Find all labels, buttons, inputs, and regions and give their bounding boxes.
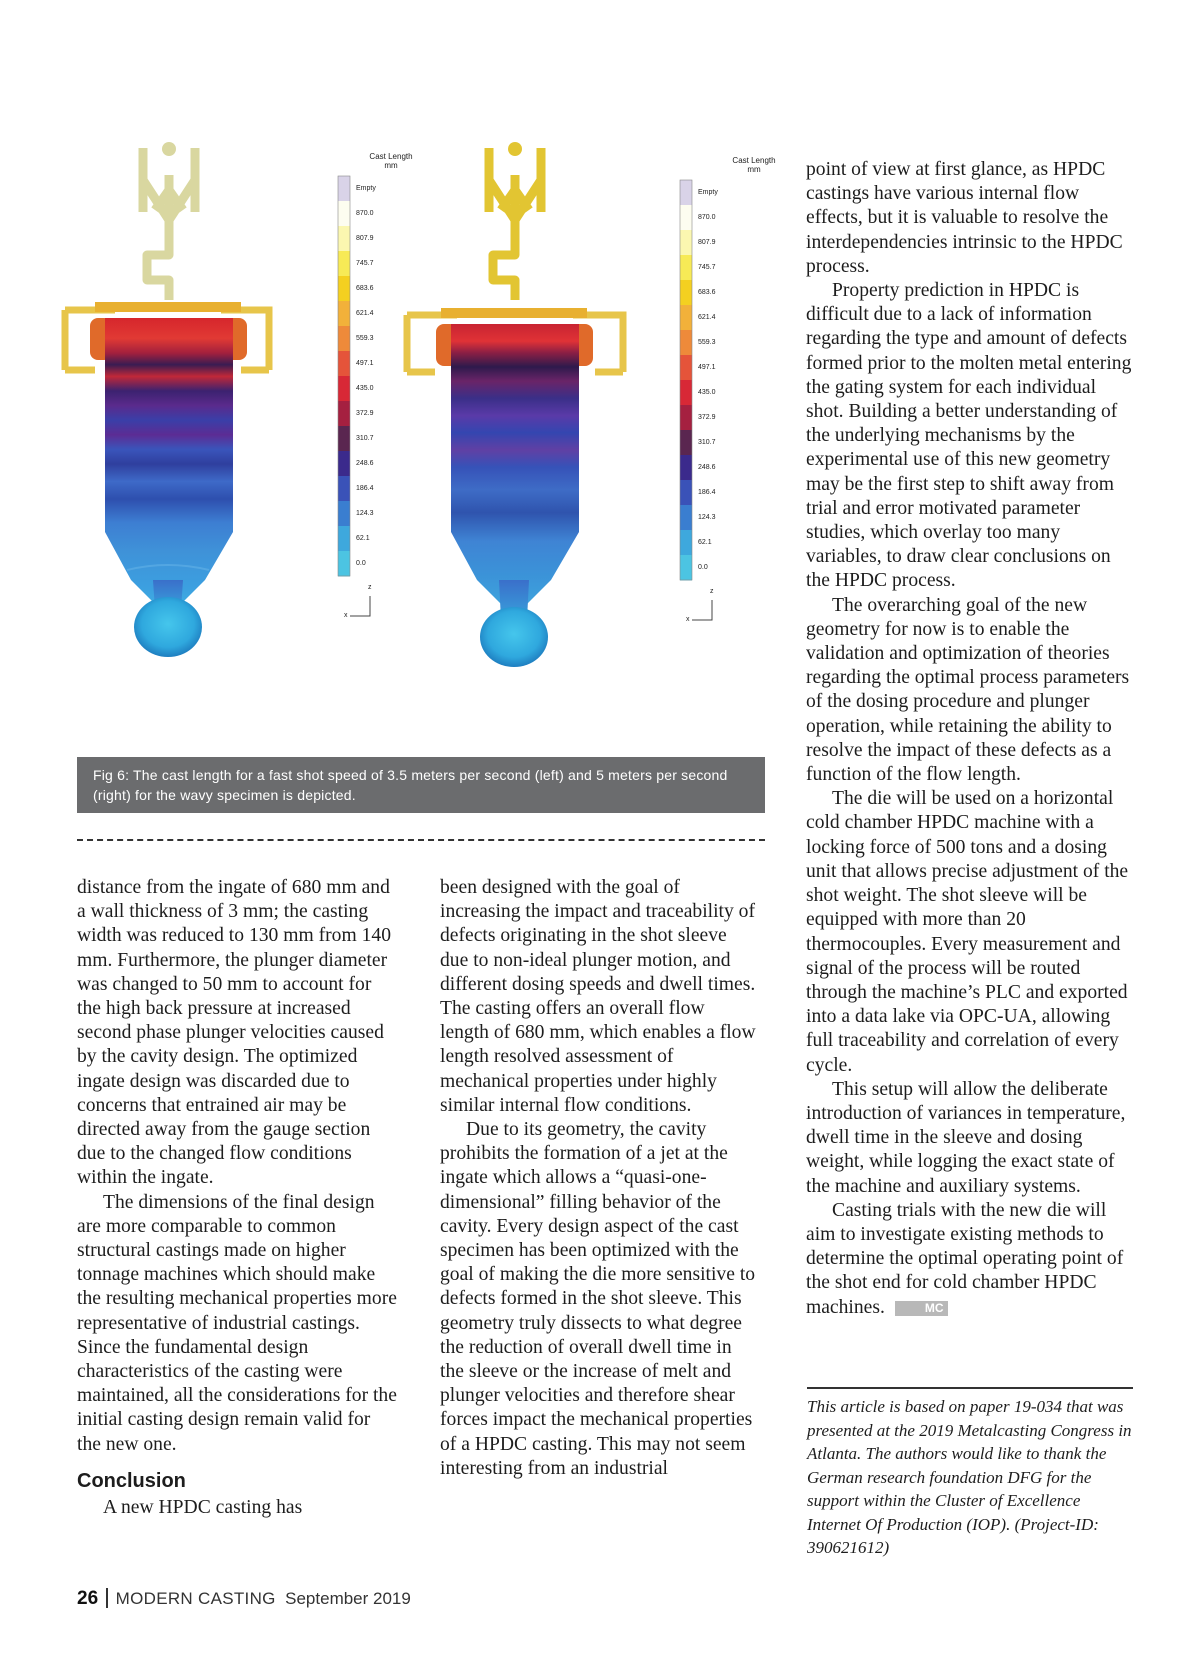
legend-tick-label: 124.3: [698, 513, 716, 521]
legend-tick-label: 62.1: [698, 538, 712, 546]
legend-swatch: [680, 455, 692, 481]
text-column-3: [806, 158, 1136, 1320]
right-casting-render: [407, 142, 623, 667]
legend-swatch: [338, 176, 350, 202]
legend-tick-label: 745.7: [698, 263, 716, 271]
text-column-2: [440, 876, 758, 1481]
legend-tick-label: 683.6: [356, 284, 374, 292]
legend-tick-label: 807.9: [698, 238, 716, 246]
legend-tick-label: 186.4: [698, 488, 716, 496]
legend-swatch: [680, 255, 692, 281]
conclusion-heading: Conclusion: [77, 1469, 186, 1492]
legend-swatch: [338, 326, 350, 352]
issue-date: September 2019: [285, 1589, 411, 1608]
legend-swatch: [680, 555, 692, 581]
legend-tick-label: 248.6: [356, 459, 374, 467]
legend-swatch: [680, 205, 692, 231]
col3-paragraph-4: The die will be used on a horizontal cold chamber HPDC machine with a locking force of 500 tons and a dosing unit that allows precise adjustment of the shot weight. The shot sleeve will be equipped with more than 20 thermocouples. Every measurement and signal of the process will be routed through the machine’s PLC and exported into a data lake via OPC-UA, allowing full traceability and correlation of every cycle.: [806, 788, 1129, 1076]
legend-tick-label: 0.0: [356, 559, 366, 567]
legend-swatch: [680, 380, 692, 406]
legend-tick-label: 870.0: [698, 213, 716, 221]
legend-tick-label: 683.6: [698, 288, 716, 296]
legend-swatch: [680, 430, 692, 456]
legend-swatch: [338, 201, 350, 227]
legend-swatch: [338, 526, 350, 552]
legend-swatch: [680, 405, 692, 431]
page-footer: [77, 1588, 411, 1610]
col1-paragraph-2: The dimensions of the final design are more comparable to common structural castings made on higher tonnage machines which should make the resulting mechanical properties more representative of industrial castings. Since the fundamental design characteristics of the casting were maintained, all the considerations for the initial casting design remain valid for the new one.: [77, 1191, 397, 1455]
legend-tick-label: 559.3: [698, 338, 716, 346]
legend-swatch: [338, 426, 350, 452]
legend-tick-label: 870.0: [356, 209, 374, 217]
legend-tick-label: 621.4: [698, 313, 716, 321]
legend-tick-label: 0.0: [698, 563, 708, 571]
right-color-legend: [680, 180, 712, 620]
legend-tick-label: 124.3: [356, 509, 374, 517]
legend-swatch: [680, 480, 692, 506]
legend-tick-label: 372.9: [698, 413, 716, 421]
section-divider: [77, 839, 765, 841]
footer-divider: [106, 1588, 108, 1608]
legend-swatch: [680, 505, 692, 531]
legend-tick-label: 807.9: [356, 234, 374, 242]
legend-tick-label: 186.4: [356, 484, 374, 492]
legend-swatch: [680, 305, 692, 331]
legend-tick-label: 372.9: [356, 409, 374, 417]
left-casting-render: [65, 142, 269, 657]
col3-paragraph-3: The overarching goal of the new geometry for now is to enable the validation and optimization of theories regarding the optimal process parameters of the dosing procedure and plunger operation, while retaining the ability to resolve the impact of these defects as a function of the flow length.: [806, 594, 1130, 786]
col2-paragraph-2: Due to its geometry, the cavity prohibits the formation of a jet at the ingate which allows a “quasi-one-dimensional” filling behavior of the cavity. Every design aspect of the cast specimen has been optimized with the goal of making the die more sensitive to defects formed in the shot sleeve. This geometry truly dissects to what degree the reduction of overall dwell time in the sleeve or the increase of melt and plunger velocities and therefore shear forces impact the mechanical properties of a HPDC casting. This may not seem interesting from an industrial: [440, 1119, 756, 1479]
legend-tick-label: Empty: [698, 188, 718, 196]
legend-swatch: [338, 501, 350, 527]
legend-swatch: [680, 355, 692, 381]
mc-end-mark: MC: [895, 1301, 948, 1316]
legend-tick-label: 310.7: [698, 438, 716, 446]
col3-paragraph-5: This setup will allow the deliberate introduction of variances in temperature, dwell time in the sleeve and dosing weight, while logging the exact state of the machine and auxiliary systems.: [806, 1078, 1126, 1197]
legend-tick-label: 745.7: [356, 259, 374, 267]
page-number: 26: [77, 1588, 99, 1609]
legend-swatch: [338, 476, 350, 502]
col3-paragraph-6: Casting trials with the new die will aim to investigate existing methods to determine the optimal operating point of the shot end for cold chamber HPDC machines.: [806, 1199, 1124, 1318]
legend-tick-label: 559.3: [356, 334, 374, 342]
magazine-name: MODERN CASTING: [115, 1589, 276, 1608]
col1-paragraph-1: distance from the ingate of 680 mm and a wall thickness of 3 mm; the casting width was reduced to 130 mm from 140 mm. Furthermore, the plunger diameter was changed to 50 mm to account for the high back pressure at increased second phase plunger velocities caused by the cavity design. The optimized ingate design was discarded due to concerns that entrained air may be directed away from the gauge section due to the changed flow conditions within the ingate.: [77, 877, 391, 1189]
legend-tick-label: 62.1: [356, 534, 370, 542]
legend-tick-label: 310.7: [356, 434, 374, 442]
legend-swatch: [338, 376, 350, 402]
legend-swatch: [338, 276, 350, 302]
left-legend-title: Cast Length mm: [369, 152, 413, 170]
note-rule: [807, 1387, 1133, 1389]
legend-swatch: [680, 230, 692, 256]
col3-paragraph-1: point of view at first glance, as HPDC castings have various internal flow effects, but it is valuable to resolve the interdependencies intrinsic to the HPDC process.: [806, 159, 1123, 277]
axis-triad-icon: [692, 600, 712, 620]
legend-swatch: [338, 351, 350, 377]
left-color-legend: [338, 176, 370, 616]
legend-swatch: [338, 451, 350, 477]
figure-caption: Fig 6: The cast length for a fast shot speed of 3.5 meters per second (left) and 5 meters per second (right) for the wavy specimen is depicted.: [77, 757, 765, 813]
legend-tick-label: 248.6: [698, 463, 716, 471]
col2-paragraph-1: been designed with the goal of increasing the impact and traceability of defects originating in the shot sleeve due to non-ideal plunger motion, and different dosing speeds and dwell times. The casting offers an overall flow length of 680 mm, which enables a flow length resolved assessment of mechanical properties under highly similar internal flow conditions.: [440, 877, 756, 1116]
axis-z-label: z: [368, 584, 372, 591]
legend-swatch: [338, 251, 350, 277]
legend-swatch: [338, 301, 350, 327]
legend-swatch: [338, 401, 350, 427]
legend-swatch: [338, 226, 350, 252]
col3-paragraph-2: Property prediction in HPDC is difficult due to a lack of information regarding the type and amount of defects formed prior to the molten metal entering the gating system for each individual shot. Building a better understanding of the underlying mechanisms by the experimental use of this new geometry may be the first step to shift away from trial and error motivated parameter studies, which overlay too many variables, to draw clear conclusions on the HPDC process.: [806, 280, 1132, 592]
legend-swatch: [338, 551, 350, 577]
col1-paragraph-3: A new HPDC casting has: [103, 1497, 303, 1519]
legend-swatch: [680, 280, 692, 306]
legend-tick-label: 435.0: [356, 384, 374, 392]
legend-tick-label: 435.0: [698, 388, 716, 396]
figure-cast-length-simulation: [55, 140, 775, 715]
text-column-1: [77, 876, 397, 1520]
legend-tick-label: 621.4: [356, 309, 374, 317]
right-legend-title: Cast Length mm: [732, 156, 776, 174]
axis-z-label: z: [710, 588, 714, 595]
legend-tick-label: 497.1: [356, 359, 374, 367]
axis-x-label: x: [686, 616, 690, 623]
legend-swatch: [680, 330, 692, 356]
legend-swatch: [680, 530, 692, 556]
axis-triad-icon: [350, 596, 370, 616]
legend-tick-label: 497.1: [698, 363, 716, 371]
axis-x-label: x: [344, 612, 348, 619]
legend-swatch: [680, 180, 692, 206]
article-note: This article is based on paper 19-034 that was presented at the 2019 Metalcasting Congress in Atlanta. The authors would like to thank the German research foundation DFG for the support within the Cluster of Excellence Internet Of Production (IOP). (Project-ID: 390621612): [807, 1397, 1132, 1557]
legend-tick-label: Empty: [356, 184, 376, 192]
